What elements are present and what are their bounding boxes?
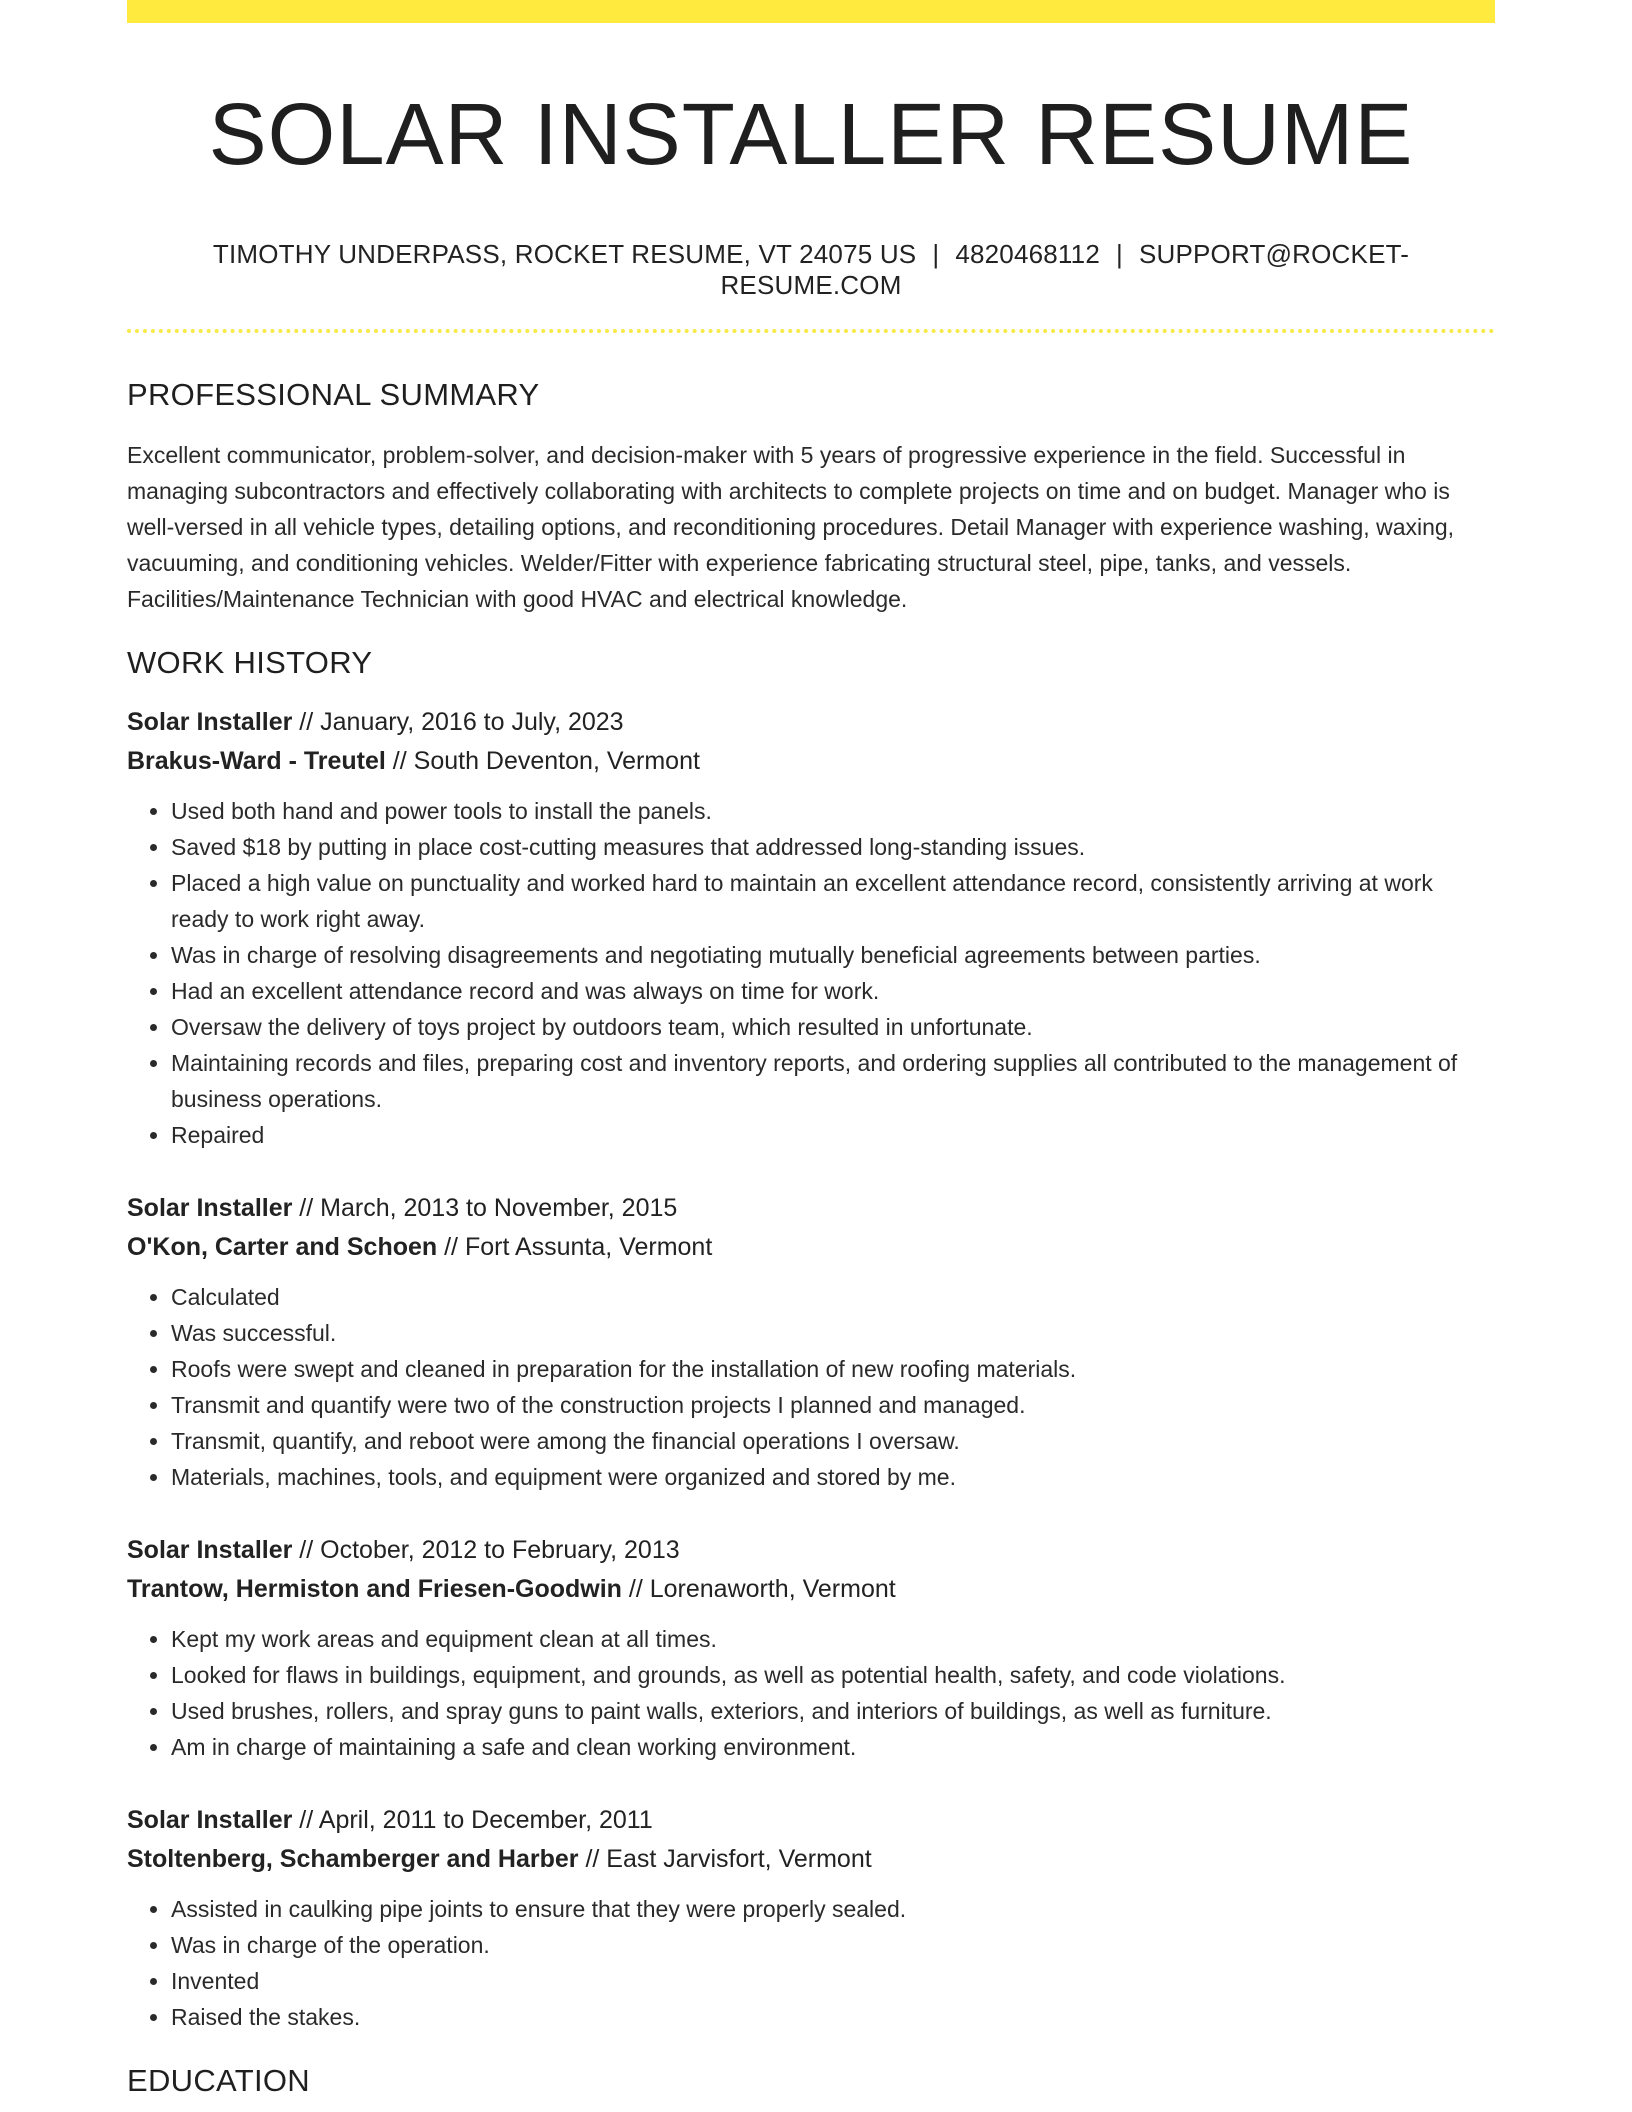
job-title-line: [127, 1801, 1495, 1840]
job-entry: [127, 1531, 1495, 1765]
list-item: • Kept my work areas and equipment clean at all times.: [171, 1621, 1495, 1657]
job-title: Solar Installer: [127, 707, 293, 736]
list-item: • Used brushes, rollers, and spray guns to paint walls, exteriors, and interiors of buildings, as well as furniture.: [171, 1693, 1495, 1729]
job-company: Stoltenberg, Schamberger and Harber: [127, 1844, 579, 1873]
dotted-divider: [127, 329, 1495, 333]
list-item: • Was successful.: [171, 1315, 1495, 1351]
list-item: • Saved $18 by putting in place cost-cutting measures that addressed long-standing issues.: [171, 829, 1495, 865]
list-item: • Placed a high value on punctuality and worked hard to maintain an excellent attendance record, consistently arriving at work ready to work right away.: [171, 865, 1495, 937]
job-bullets: [127, 1891, 1495, 2035]
work-history-list: [127, 703, 1495, 2035]
job-title: Solar Installer: [127, 1535, 293, 1564]
contact-address: TIMOTHY UNDERPASS, ROCKET RESUME, VT 24075 US: [212, 238, 917, 269]
job-dates: // April, 2011 to December, 2011: [292, 1805, 653, 1834]
list-item: • Transmit, quantify, and reboot were among the financial operations I oversaw.: [171, 1423, 1495, 1459]
list-item: • Am in charge of maintaining a safe and clean working environment.: [171, 1729, 1495, 1765]
summary-text: Excellent communicator, problem-solver, and decision-maker with 5 years of progressive experience in the field. Successful in managing subcontractors and effectively collaborating with architects to complete projects on time and on budget. Manager who is well-versed in all vehicle types, detailing options, and reconditioning procedures. Detail Manager with experience washing, waxing, vacuuming, and conditioning vehicles. Welder/Fitter with experience fabricating structural steel, pipe, tanks, and vessels. Facilities/Maintenance Technician with good HVAC and electrical knowledge.: [127, 441, 1455, 612]
job-title-line: [127, 1531, 1495, 1570]
job-entry: [127, 703, 1495, 1153]
job-dates: // October, 2012 to February, 2013: [292, 1535, 680, 1564]
job-company-line: [127, 1228, 1495, 1267]
job-location: // Lorenaworth, Vermont: [621, 1574, 896, 1603]
list-item: • Transmit and quantify were two of the construction projects I planned and managed.: [171, 1387, 1495, 1423]
job-bullets: [127, 1621, 1495, 1765]
section-heading-education: EDUCATION: [127, 2062, 310, 2098]
list-item: • Materials, machines, tools, and equipment were organized and stored by me.: [171, 1459, 1495, 1495]
job-company-line: [127, 1570, 1495, 1609]
contact-email: SUPPORT@ROCKET-RESUME.COM: [720, 238, 1410, 300]
job-bullets: [127, 1279, 1495, 1495]
job-company-line: [127, 742, 1495, 781]
job-dates: // March, 2013 to November, 2015: [292, 1193, 678, 1222]
job-title-line: [127, 1189, 1495, 1228]
job-title-line: [127, 703, 1495, 742]
list-item: • Used both hand and power tools to install the panels.: [171, 793, 1495, 829]
resume-title: SOLAR INSTALLER RESUME: [208, 86, 1414, 183]
job-title: Solar Installer: [127, 1805, 293, 1834]
list-item: • Raised the stakes.: [171, 1999, 1495, 2035]
job-company: Brakus-Ward - Treutel: [127, 746, 386, 775]
list-item: • Calculated: [171, 1279, 1495, 1315]
section-heading-work: WORK HISTORY: [127, 644, 373, 680]
job-location: // South Deventon, Vermont: [385, 746, 700, 775]
job-location: // Fort Assunta, Vermont: [437, 1232, 713, 1261]
job-bullets: [127, 793, 1495, 1153]
resume-page: [127, 0, 1495, 2099]
job-title: Solar Installer: [127, 1193, 293, 1222]
job-location: // East Jarvisfort, Vermont: [578, 1844, 872, 1873]
list-item: • Was in charge of resolving disagreements and negotiating mutually beneficial agreements between parties.: [171, 937, 1495, 973]
list-item: • Looked for flaws in buildings, equipment, and grounds, as well as potential health, safety, and code violations.: [171, 1657, 1495, 1693]
contact-separator: |: [1115, 238, 1123, 269]
list-item: • Maintaining records and files, preparing cost and inventory reports, and ordering supplies all contributed to the management of business operations.: [171, 1045, 1495, 1117]
section-heading-summary: PROFESSIONAL SUMMARY: [127, 376, 540, 412]
list-item: • Had an excellent attendance record and was always on time for work.: [171, 973, 1495, 1009]
job-company: O'Kon, Carter and Schoen: [127, 1232, 438, 1261]
job-entry: [127, 1801, 1495, 2035]
list-item: • Was in charge of the operation.: [171, 1927, 1495, 1963]
contact-line: [127, 239, 1495, 301]
job-company-line: [127, 1840, 1495, 1879]
job-dates: // January, 2016 to July, 2023: [292, 707, 624, 736]
list-item: • Repaired: [171, 1117, 1495, 1153]
contact-separator: |: [932, 238, 940, 269]
accent-top-bar: [127, 0, 1495, 23]
contact-phone: 4820468112: [955, 238, 1100, 269]
list-item: • Roofs were swept and cleaned in preparation for the installation of new roofing materials.: [171, 1351, 1495, 1387]
list-item: • Invented: [171, 1963, 1495, 1999]
list-item: • Oversaw the delivery of toys project by outdoors team, which resulted in unfortunate.: [171, 1009, 1495, 1045]
job-company: Trantow, Hermiston and Friesen-Goodwin: [127, 1574, 622, 1603]
list-item: • Assisted in caulking pipe joints to ensure that they were properly sealed.: [171, 1891, 1495, 1927]
job-entry: [127, 1189, 1495, 1495]
